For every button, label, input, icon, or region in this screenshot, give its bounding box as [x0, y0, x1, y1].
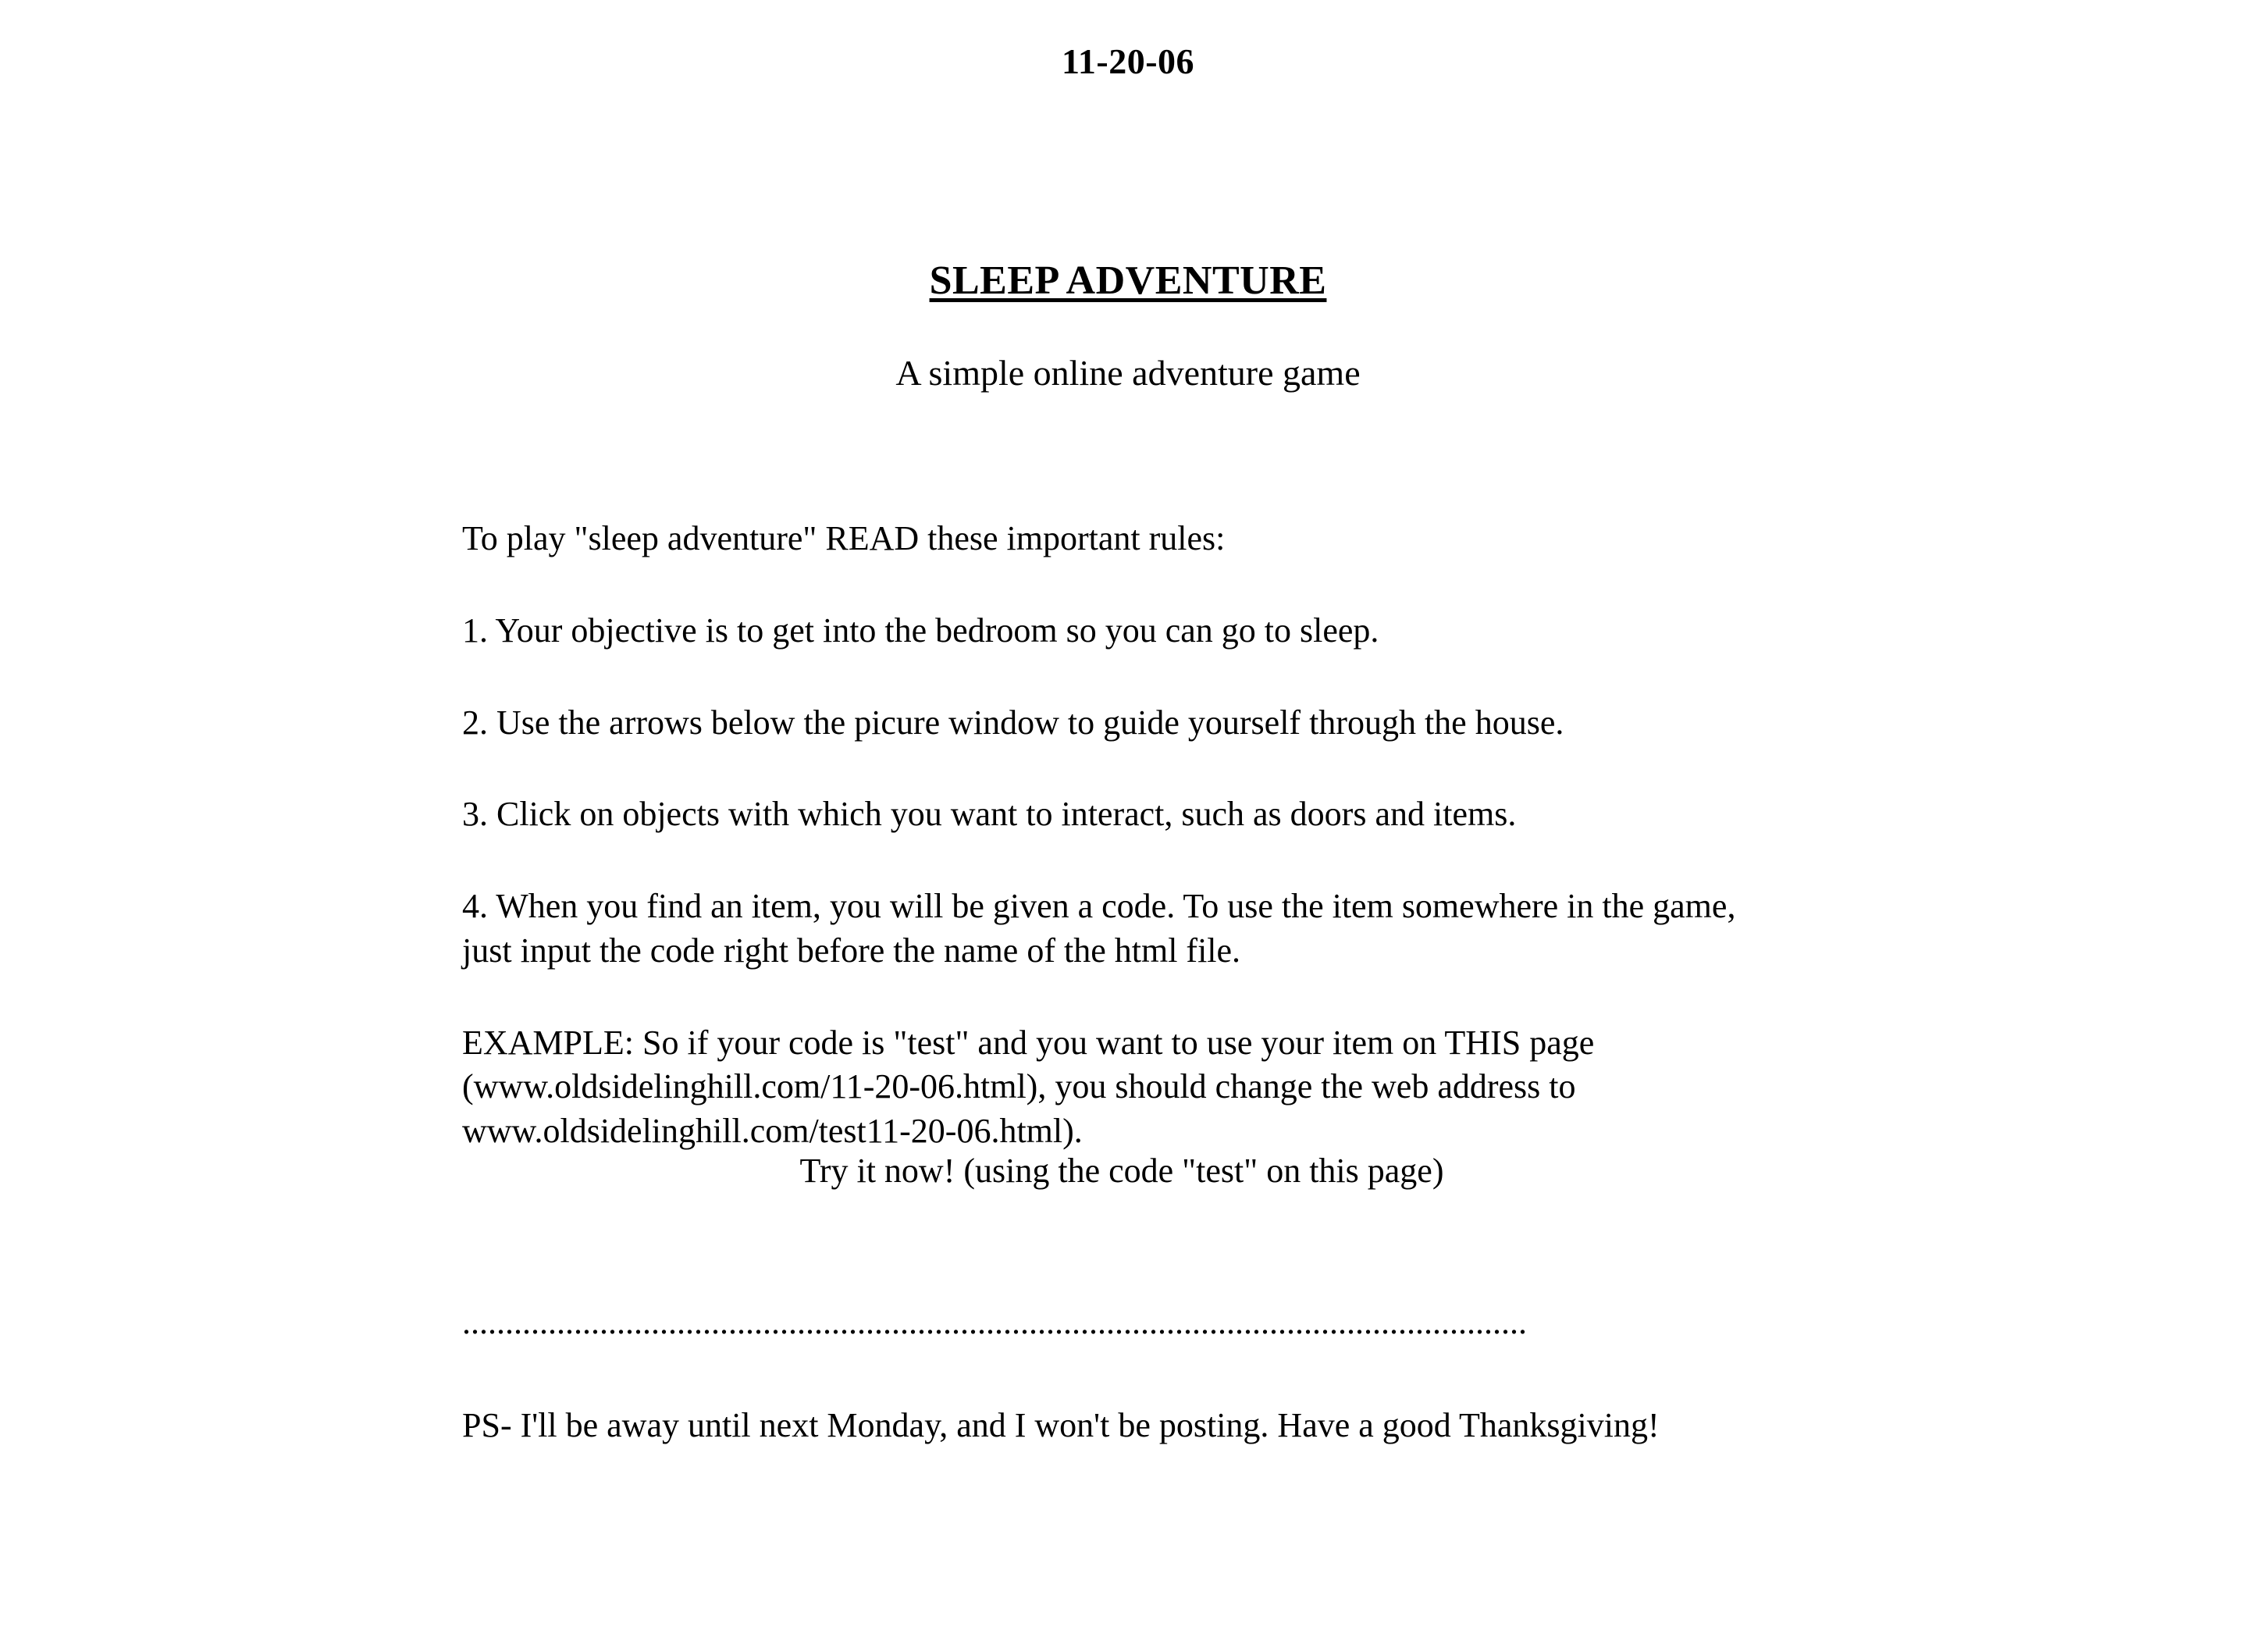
page-title: SLEEP ADVENTURE: [929, 258, 1327, 303]
postscript-text: PS- I'll be away until next Monday, and I won't be posting. Have a good Thanksgiving!: [462, 1406, 1660, 1444]
rule-item-4: 4. When you find an item, you will be given a code. To use the item somewhere in the game, just input the code right before the name of the html file.: [462, 887, 1736, 970]
page-subtitle: A simple online adventure game: [895, 352, 1361, 393]
dotted-divider: ............................................................................................................................: [462, 1305, 1527, 1340]
intro-paragraph: To play "sleep adventure" READ these important rules:: [462, 519, 1226, 557]
rule-item-1: 1. Your objective is to get into the bedroom so you can go to sleep.: [462, 611, 1379, 650]
body-content: [462, 517, 1781, 1202]
title-block: [0, 258, 2256, 394]
date-header: 11-20-06: [1061, 41, 1195, 81]
call-to-action-text: Try it now! (using the code "test" on this page): [799, 1152, 1444, 1190]
rule-item-2: 2. Use the arrows below the picure window to guide yourself through the house.: [462, 703, 1564, 742]
example-paragraph: EXAMPLE: So if your code is "test" and you want to use your item on THIS page (www.oldsidelinghill.com/11-20-06.html), you should change the web address to www.oldsidelinghill.com/test11-20-06.html).: [462, 1023, 1595, 1150]
rule-item-3: 3. Click on objects with which you want to interact, such as doors and items.: [462, 795, 1517, 834]
